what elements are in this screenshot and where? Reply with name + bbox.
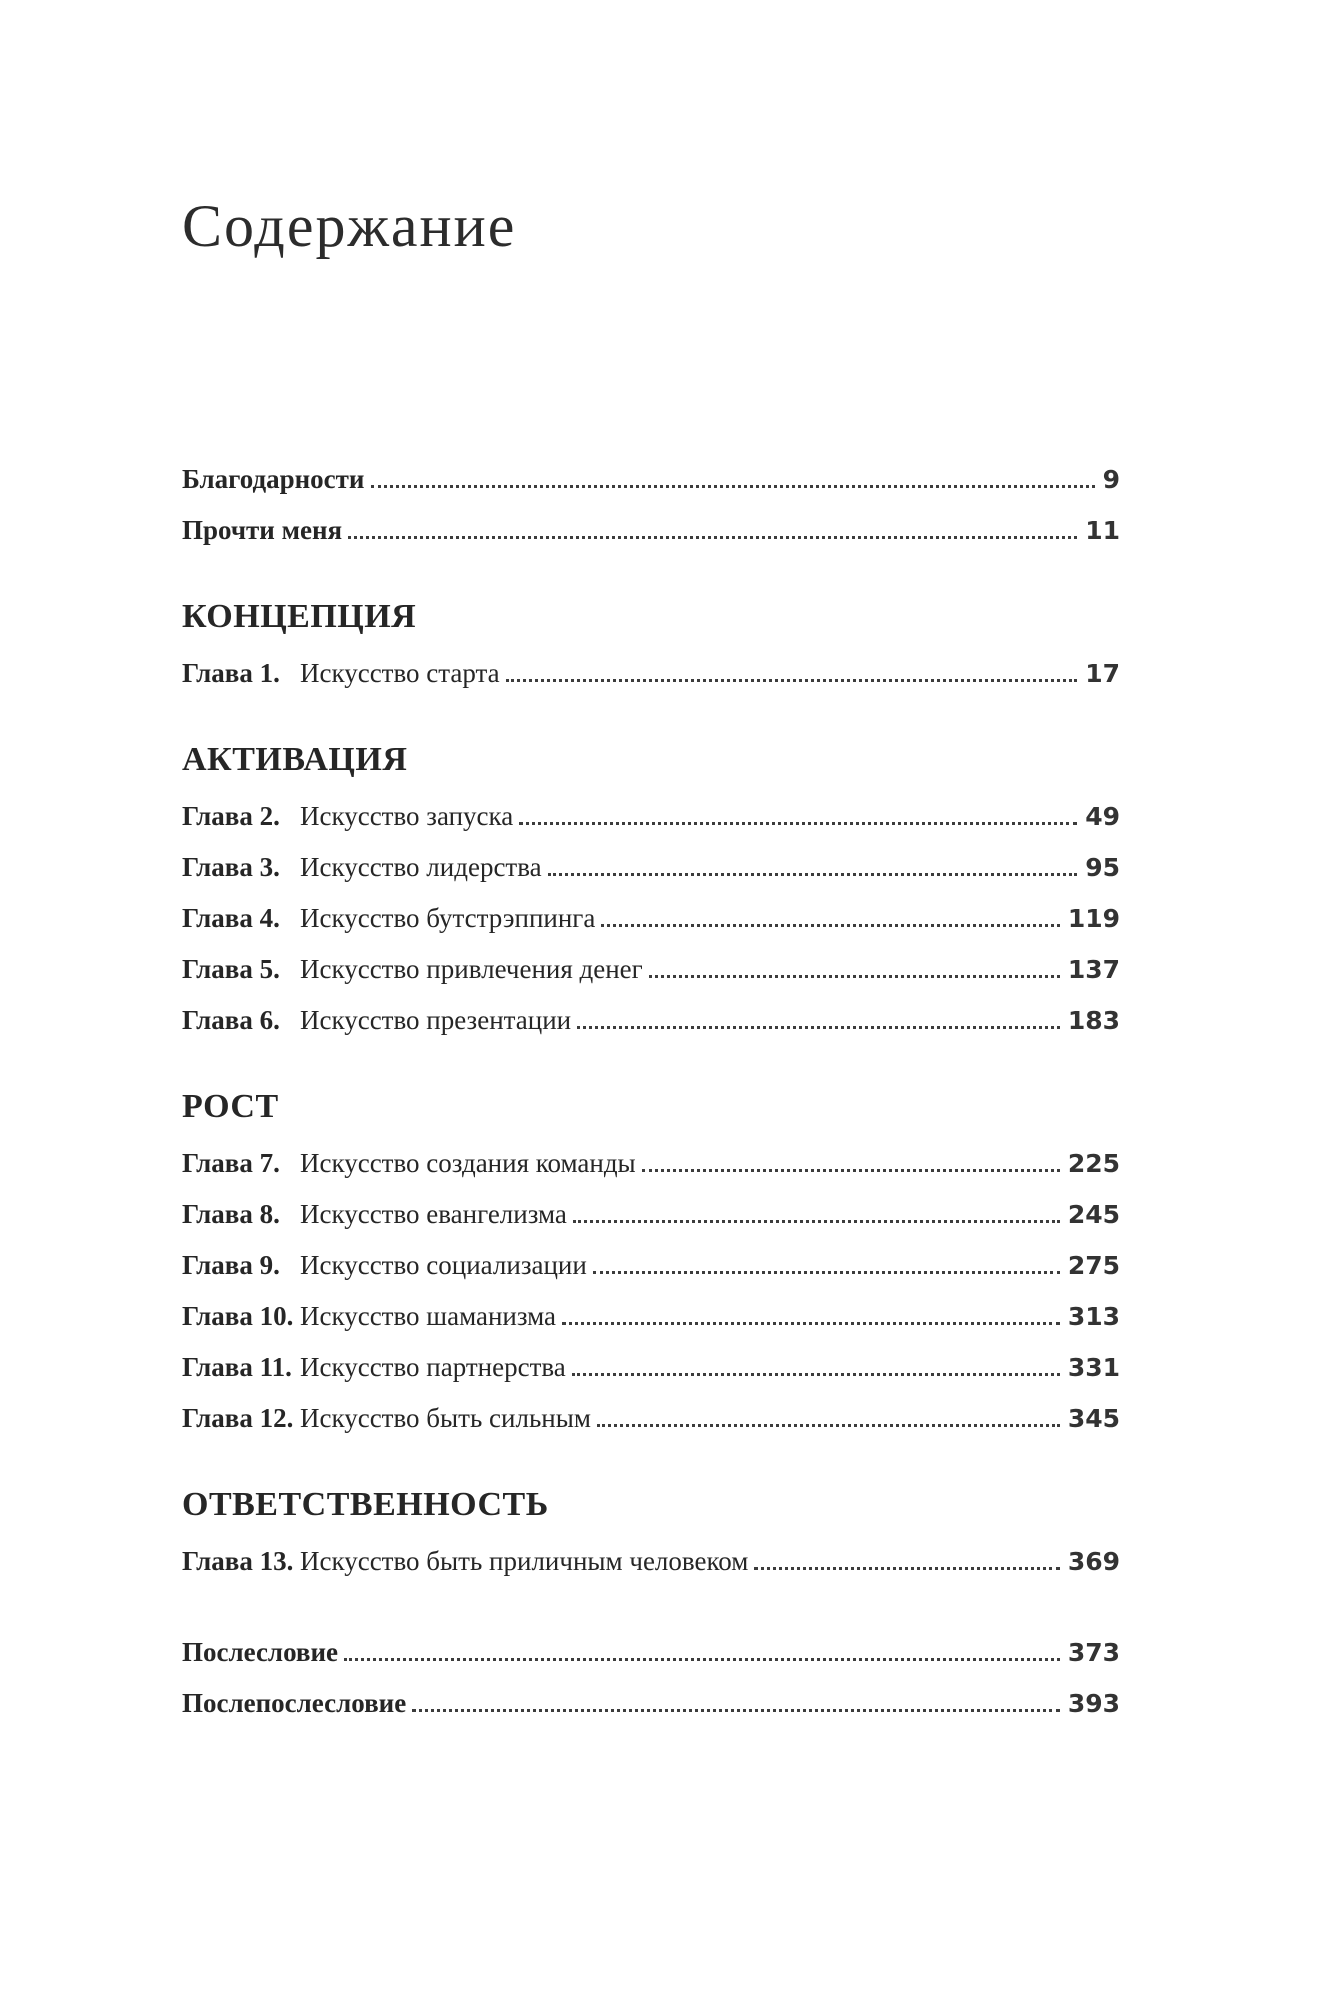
section-chapter-list (182, 1536, 1120, 1587)
chapter-title: Искусство партнерства (300, 1352, 566, 1382)
dot-leader (597, 1424, 1060, 1427)
chapter-title: Искусство быть приличным человеком (300, 1546, 749, 1576)
chapter-title: Искусство презентации (300, 1005, 572, 1035)
chapter-label: Глава 10. (182, 1301, 294, 1331)
section-chapter-list (182, 791, 1120, 1046)
toc-chapter-entry (182, 995, 1120, 1046)
chapter-label: Глава 3. (182, 852, 280, 882)
page-number: 373 (1067, 1638, 1120, 1667)
page-number: 393 (1067, 1689, 1120, 1718)
toc-entry (182, 1678, 1120, 1729)
section-chapter-list (182, 1138, 1120, 1444)
chapter-title: Искусство привлечения денег (300, 954, 643, 984)
toc-section (182, 1086, 1120, 1444)
toc-chapter-entry (182, 1138, 1120, 1189)
page-number: 275 (1067, 1251, 1120, 1280)
page-number: 11 (1085, 516, 1120, 545)
toc-entry (182, 1627, 1120, 1678)
dot-leader (593, 1271, 1060, 1274)
page-title: Содержание (182, 193, 517, 259)
page-number: 331 (1067, 1353, 1120, 1382)
toc-section (182, 596, 1120, 699)
toc-back-matter (182, 1627, 1120, 1729)
chapter-title: Искусство запуска (300, 801, 514, 831)
toc-chapter-entry (182, 1342, 1120, 1393)
chapter-label: Глава 7. (182, 1148, 280, 1178)
dot-leader (344, 1658, 1060, 1661)
entry-label: Послесловие (182, 1637, 339, 1667)
page-number: 225 (1067, 1149, 1120, 1178)
chapter-title: Искусство быть сильным (300, 1403, 591, 1433)
toc-front-matter (182, 454, 1120, 556)
entry-label: Прочти меня (182, 515, 343, 545)
page-number: 183 (1067, 1006, 1120, 1035)
toc-chapter-entry (182, 1536, 1120, 1587)
entry-label: Благодарности (182, 464, 365, 494)
chapter-title: Искусство социализации (300, 1250, 587, 1280)
chapter-title: Искусство старта (300, 658, 500, 688)
chapter-title: Искусство евангелизма (300, 1199, 567, 1229)
dot-leader (577, 1026, 1060, 1029)
section-heading: КОНЦЕПЦИЯ (182, 598, 417, 635)
dot-leader (642, 1169, 1060, 1172)
toc-chapter-entry (182, 842, 1120, 893)
chapter-label: Глава 12. (182, 1403, 294, 1433)
section-heading: ОТВЕТСТВЕННОСТЬ (182, 1486, 549, 1523)
dot-leader (348, 536, 1077, 539)
chapter-label: Глава 13. (182, 1546, 294, 1576)
chapter-title: Искусство лидерства (300, 852, 542, 882)
dot-leader (601, 924, 1059, 927)
dot-leader (562, 1322, 1060, 1325)
toc-chapter-entry (182, 1240, 1120, 1291)
toc-entry (182, 454, 1120, 505)
chapter-title: Искусство бутстрэппинга (300, 903, 596, 933)
chapter-label: Глава 8. (182, 1199, 280, 1229)
toc-chapter-entry (182, 648, 1120, 699)
page-number: 95 (1085, 853, 1120, 882)
toc-section (182, 739, 1120, 1046)
toc-chapter-entry (182, 1189, 1120, 1240)
entry-label: Послепослесловие (182, 1688, 407, 1718)
chapter-label: Глава 6. (182, 1005, 280, 1035)
page-number: 119 (1067, 904, 1120, 933)
toc-sections (182, 596, 1120, 1587)
dot-leader (548, 873, 1078, 876)
page-number: 17 (1085, 659, 1120, 688)
chapter-title: Искусство создания команды (300, 1148, 636, 1178)
page-number: 49 (1085, 802, 1120, 831)
page-number: 137 (1067, 955, 1120, 984)
dot-leader (506, 679, 1078, 682)
chapter-label: Глава 2. (182, 801, 280, 831)
page-number: 369 (1067, 1547, 1120, 1576)
toc-chapter-entry (182, 944, 1120, 995)
toc-chapter-entry (182, 1393, 1120, 1444)
page-number: 9 (1102, 465, 1120, 494)
dot-leader (371, 485, 1095, 488)
toc-chapter-entry (182, 893, 1120, 944)
dot-leader (572, 1373, 1060, 1376)
section-heading: РОСТ (182, 1088, 279, 1125)
dot-leader (519, 822, 1077, 825)
page-number: 313 (1067, 1302, 1120, 1331)
page-number: 245 (1067, 1200, 1120, 1229)
dot-leader (412, 1709, 1060, 1712)
chapter-label: Глава 9. (182, 1250, 280, 1280)
dot-leader (649, 975, 1060, 978)
chapter-label: Глава 4. (182, 903, 280, 933)
chapter-title: Искусство шаманизма (300, 1301, 557, 1331)
toc-chapter-entry (182, 791, 1120, 842)
section-chapter-list (182, 648, 1120, 699)
section-heading: АКТИВАЦИЯ (182, 741, 408, 778)
chapter-label: Глава 11. (182, 1352, 292, 1382)
toc-chapter-entry (182, 1291, 1120, 1342)
dot-leader (573, 1220, 1060, 1223)
chapter-label: Глава 1. (182, 658, 280, 688)
dot-leader (754, 1567, 1060, 1570)
chapter-label: Глава 5. (182, 954, 280, 984)
toc-entry (182, 505, 1120, 556)
page-number: 345 (1067, 1404, 1120, 1433)
toc-section (182, 1484, 1120, 1587)
